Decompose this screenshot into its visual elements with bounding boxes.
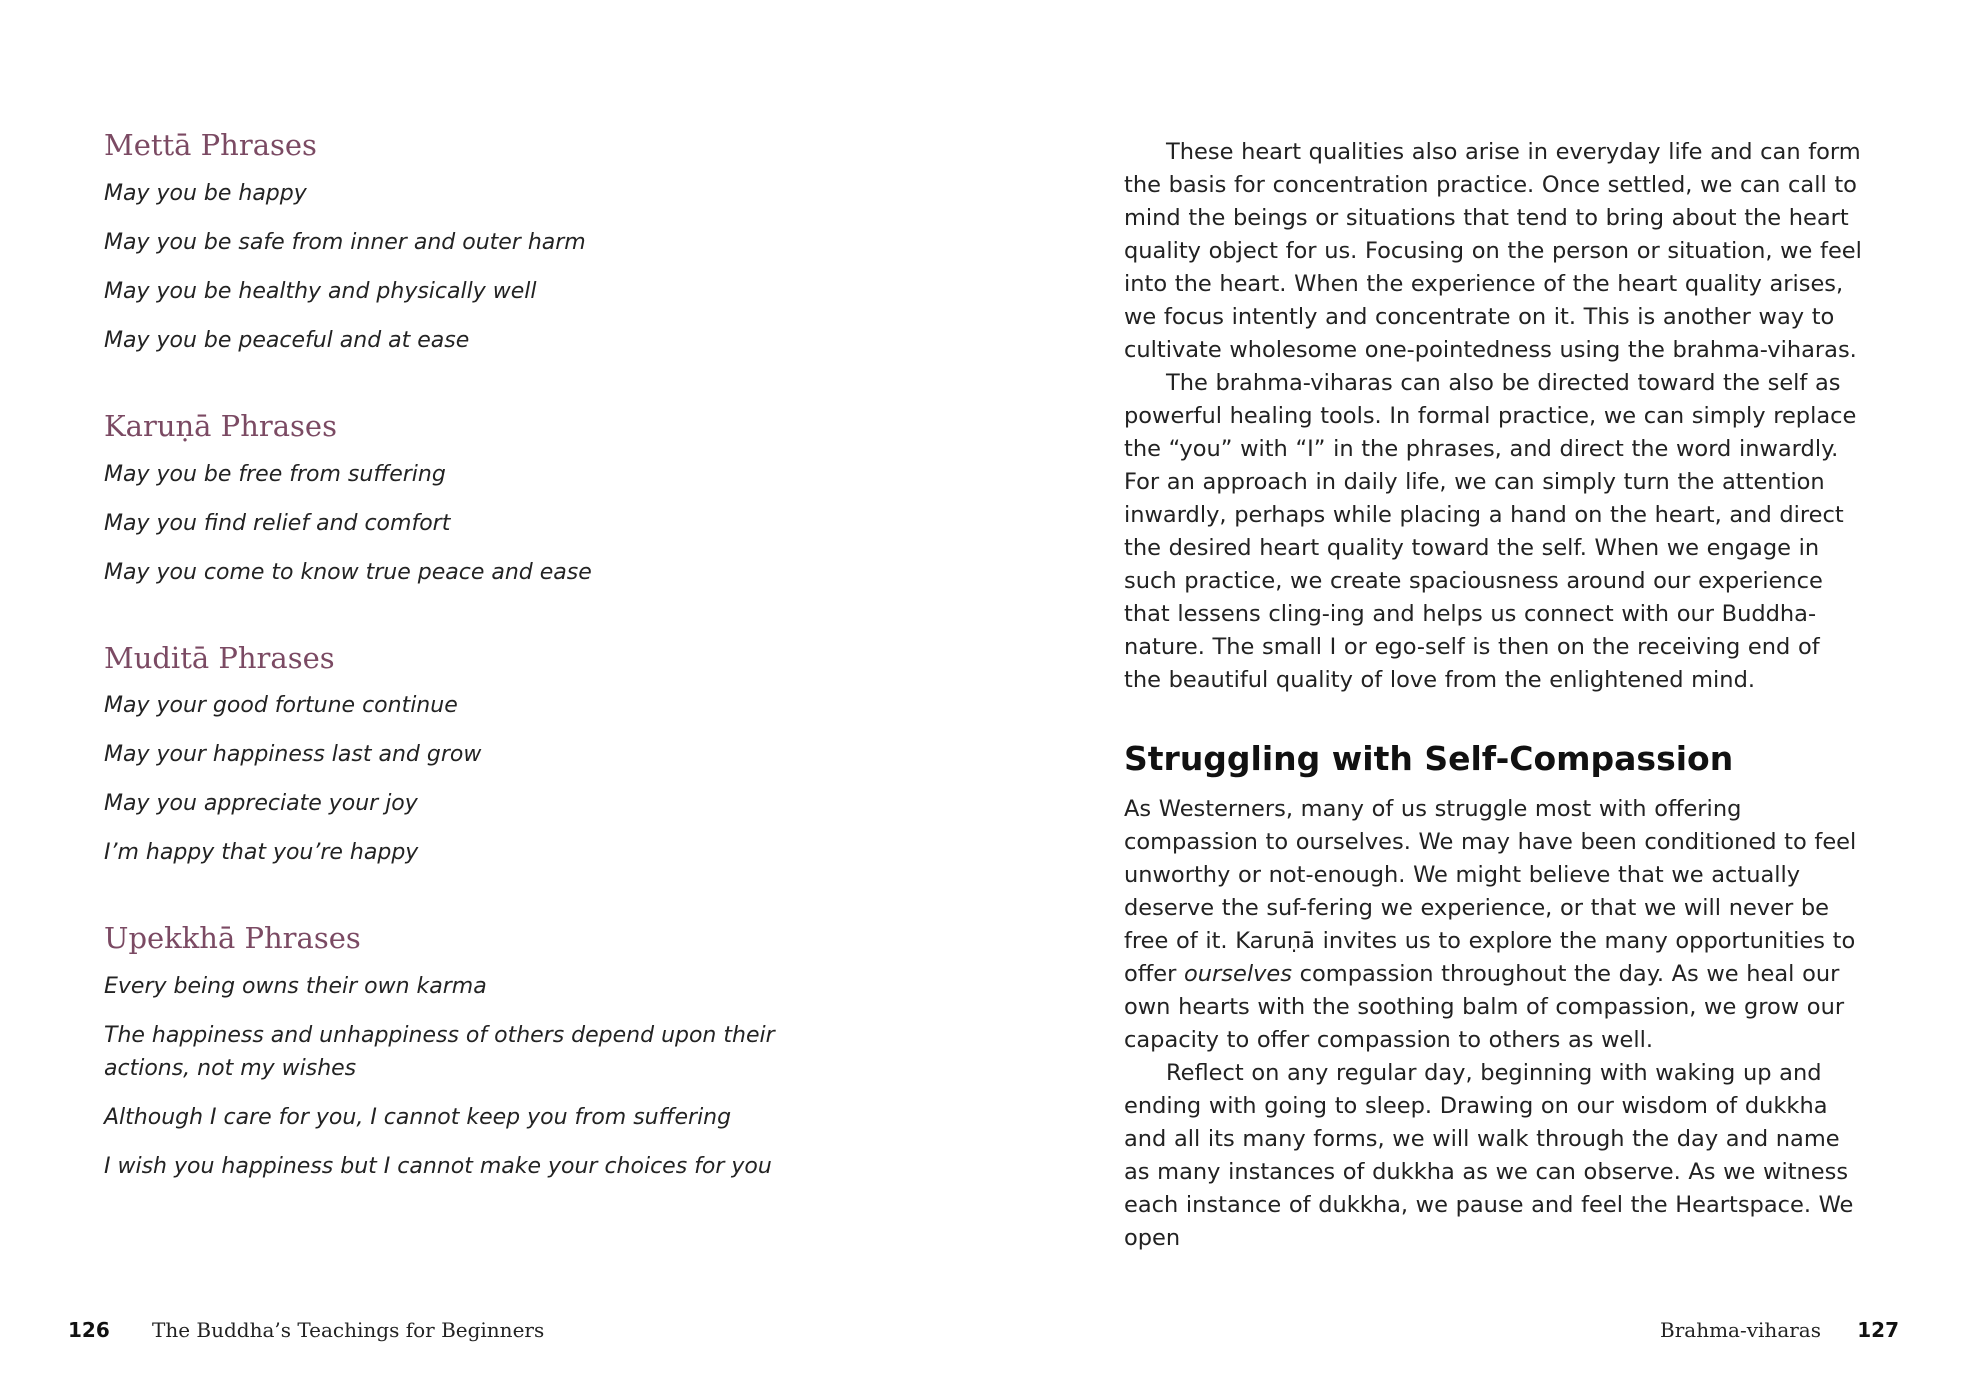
left-page — [0, 0, 984, 1395]
page-number-right: 127 — [1857, 1318, 1899, 1342]
karuna-section — [104, 409, 804, 589]
phrase: Although I care for you, I cannot keep you from suffering — [104, 1105, 732, 1131]
phrase: May your happiness last and grow — [104, 742, 482, 768]
paragraph-text: As Westerners, many of us struggle most with offering compassion to ourselves. We may have been conditioned to feel unworthy or not-enough. We might believe that we actually deserve the suf-fering we experience, or that we will never be free of it. Karuṇā invites us to explore the many opportunities to offer — [1124, 795, 1857, 987]
running-head-left: The Buddha’s Teachings for Beginners — [152, 1318, 545, 1342]
paragraph: Reflect on any regular day, beginning with waking up and ending with going to sleep. Drawing on our wisdom of dukkha and all its many forms, we will walk through the day and name as many instances of dukkha as we can observe. As we witness each instance of dukkha, we pause and feel the Heartspace. We open — [1124, 1059, 1854, 1251]
emphasis-text: ourselves — [1184, 960, 1292, 987]
phrase: May your good fortune continue — [104, 693, 458, 719]
metta-section — [104, 128, 804, 357]
mudita-section — [104, 641, 804, 870]
phrase: May you be healthy and physically well — [104, 278, 537, 304]
phrase-sections — [104, 128, 804, 1235]
phrase: May you be peaceful and at ease — [104, 327, 470, 353]
section-heading: Muditā Phrases — [104, 640, 335, 675]
paragraph: The brahma-viharas can also be directed toward the self as powerful healing tools. In formal practice, we can simply replace the “you” with “I” in the phrases, and direct the word inwardly. For an approach in daily life, we can simply turn the attention inwardly, perhaps while placing a hand on the heart, and direct the desired heart quality toward the self. When we engage in such practice, we create spaciousness around our experience that lessens cling-ing and helps us connect with our Buddha-nature. The small I or ego-self is then on the receiving end of the beautiful quality of love from the enlightened mind. — [1124, 370, 1857, 693]
running-head-right: Brahma-viharas — [1660, 1318, 1821, 1342]
phrase: Every being owns their own karma — [104, 974, 487, 1000]
phrase: May you be happy — [104, 180, 307, 206]
section-heading: Karuṇā Phrases — [104, 408, 337, 443]
body-text — [1124, 136, 1864, 1255]
phrase: May you be free from suffering — [104, 461, 446, 487]
phrase: The happiness and unhappiness of others depend upon their actions, not my wishes — [104, 1023, 775, 1082]
section-heading: Struggling with Self-Compassion — [1124, 739, 1734, 778]
phrase: May you appreciate your joy — [104, 791, 418, 817]
paragraph — [1124, 793, 1864, 1057]
phrase: I’m happy that you’re happy — [104, 840, 419, 866]
paragraph: These heart qualities also arise in everyday life and can form the basis for concentration practice. Once settled, we can call to mind the beings or situations that tend to bring about the heart quality object for us. Focusing on the person or situation, we feel into the heart. When the experience of the heart quality arises, we focus intently and concentrate on it. This is another way to cultivate wholesome one-pointedness using the brahma-viharas. — [1124, 139, 1862, 363]
phrase: May you find relief and comfort — [104, 510, 451, 536]
phrase: May you come to know true peace and ease — [104, 559, 592, 585]
phrase: May you be safe from inner and outer harm — [104, 229, 586, 255]
page-number-left: 126 — [68, 1318, 110, 1342]
right-page — [984, 0, 1969, 1395]
section-heading: Mettā Phrases — [104, 128, 317, 162]
phrase: I wish you happiness but I cannot make your choices for you — [104, 1154, 772, 1180]
paragraph-text: compassion throughout the day. As we heal our own hearts with the soothing balm of compassion, we grow our capacity to offer compassion to others as well. — [1124, 960, 1845, 1053]
section-heading: Upekkhā Phrases — [104, 921, 361, 956]
upekkha-section — [104, 921, 804, 1183]
